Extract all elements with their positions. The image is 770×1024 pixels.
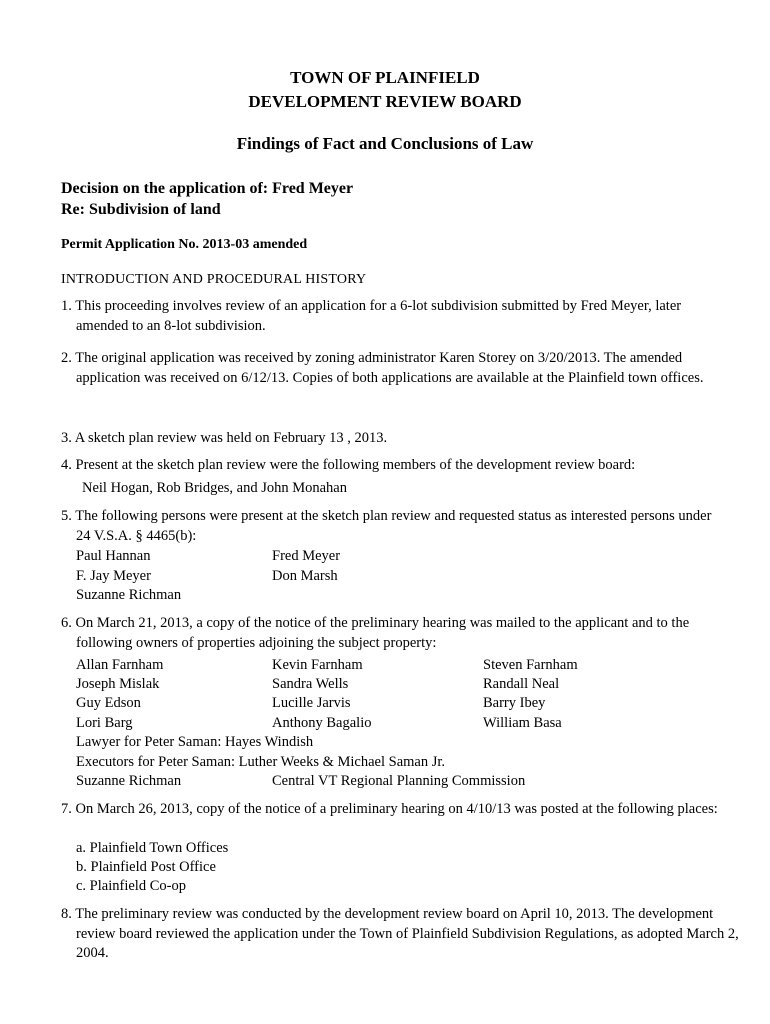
- owner-name: William Basa: [483, 715, 562, 731]
- table-row: [76, 694, 696, 714]
- table-row: [76, 714, 696, 734]
- owner-name: Guy Edson: [76, 695, 141, 711]
- section-title: INTRODUCTION AND PROCEDURAL HISTORY: [61, 272, 367, 287]
- owner-name: Steven Farnham: [483, 657, 578, 673]
- list-item: [61, 297, 721, 336]
- document-header: [0, 66, 770, 114]
- owner-name: Lucille Jarvis: [272, 695, 351, 711]
- owner-name: Sandra Wells: [272, 676, 349, 692]
- owner-name: Anthony Bagalio: [272, 715, 372, 731]
- lawyer-line: Lawyer for Peter Saman: Hayes Windish: [76, 734, 314, 750]
- decision-subject: Re: Subdivision of land: [61, 201, 221, 218]
- owner-name: Joseph Mislak: [76, 676, 160, 692]
- list-item: [61, 349, 721, 388]
- person-name: Paul Hannan: [76, 548, 151, 564]
- table-row: [76, 586, 696, 606]
- item-5-text: 5. The following persons were present at the sketch plan review and requested status as interested persons under 24 V.S.A. § 4465(b):: [61, 508, 712, 544]
- list-item: [61, 456, 741, 476]
- town-name: TOWN OF PLAINFIELD: [290, 68, 480, 87]
- table-row: [76, 675, 696, 695]
- list-item: [61, 800, 731, 820]
- document-subtitle: Findings of Fact and Conclusions of Law: [236, 134, 534, 153]
- list-item: [61, 905, 741, 964]
- list-item: [61, 614, 731, 653]
- decision-block: [61, 178, 353, 220]
- place-item: a. Plainfield Town Offices: [76, 840, 229, 856]
- person-name: F. Jay Meyer: [76, 568, 151, 584]
- owner-name: Lori Barg: [76, 715, 133, 731]
- decision-applicant: Decision on the application of: Fred Meyer: [61, 180, 354, 197]
- table-row: [76, 547, 696, 567]
- item-1-text: 1. This proceeding involves review of an application for a 6-lot subdivision submitted by Fred Meyer, later amended to an 8-lot subdivision.: [61, 298, 682, 334]
- owner-name: Kevin Farnham: [272, 657, 363, 673]
- item-2-text: 2. The original application was received by zoning administrator Karen Storey on 3/20/2013. The amended application was received on 6/12/13. Copies of both applications are available at the Plainfield town offices.: [61, 350, 704, 386]
- owner-name: Suzanne Richman: [76, 773, 182, 789]
- item-4-text: 4. Present at the sketch plan review were the following members of the development review board:: [61, 457, 636, 473]
- owner-name: Allan Farnham: [76, 657, 164, 673]
- permit-number: Permit Application No. 2013-03 amended: [61, 237, 308, 252]
- item-7-text: 7. On March 26, 2013, copy of the notice of a preliminary hearing on 4/10/13 was posted at the following places:: [61, 801, 718, 817]
- owner-name: Randall Neal: [483, 676, 560, 692]
- list-item: [61, 429, 721, 449]
- person-name: Fred Meyer: [272, 548, 341, 564]
- item-4-members: Neil Hogan, Rob Bridges, and John Monahan: [82, 480, 347, 496]
- table-row: [76, 567, 696, 587]
- place-item: c. Plainfield Co-op: [76, 878, 186, 894]
- place-item: b. Plainfield Post Office: [76, 859, 216, 875]
- owner-name: Barry Ibey: [483, 695, 546, 711]
- item-8-text: 8. The preliminary review was conducted by the development review board on April 10, 2013. The development review board reviewed the application under the Town of Plainfield Subdivision Regulations, as adopted March 2, 2004.: [61, 906, 739, 961]
- list-item: [61, 507, 721, 546]
- item-6-text: 6. On March 21, 2013, a copy of the notice of the preliminary hearing was mailed to the applicant and to the following owners of properties adjoining the subject property:: [61, 615, 690, 651]
- item-3-text: 3. A sketch plan review was held on February 13 , 2013.: [61, 430, 388, 446]
- table-row: [76, 656, 696, 676]
- table-row: [76, 772, 696, 792]
- owner-name: Central VT Regional Planning Commission: [272, 773, 526, 789]
- person-name: Suzanne Richman: [76, 587, 182, 603]
- board-name: DEVELOPMENT REVIEW BOARD: [248, 92, 522, 111]
- executors-line: Executors for Peter Saman: Luther Weeks & Michael Saman Jr.: [76, 754, 446, 770]
- person-name: Don Marsh: [272, 568, 338, 584]
